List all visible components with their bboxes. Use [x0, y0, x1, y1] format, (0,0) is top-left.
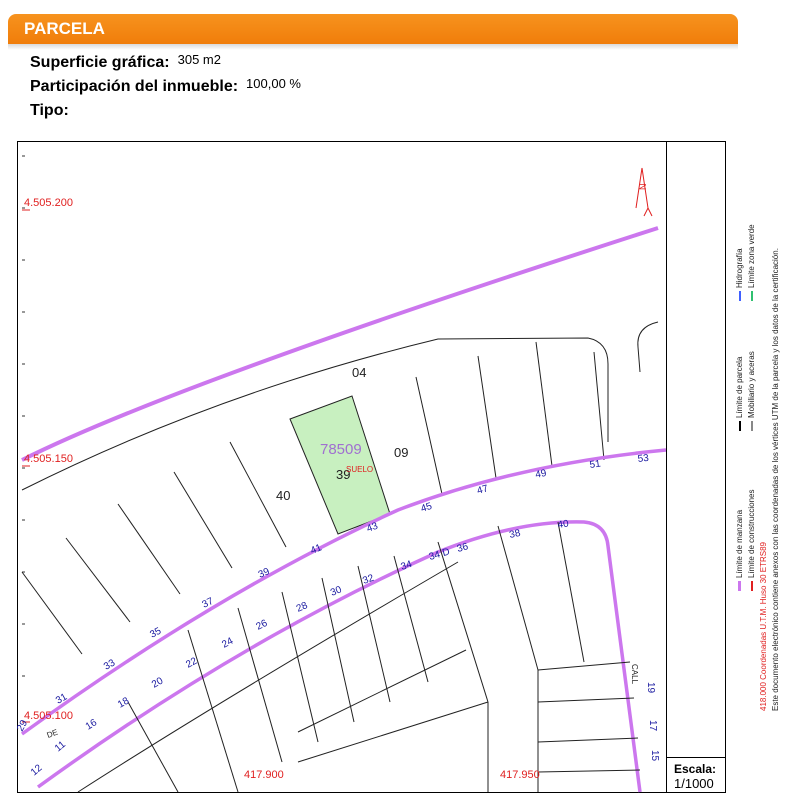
section-title: PARCELA	[24, 19, 105, 38]
legend-label: Mobiliario y aceras	[747, 351, 756, 418]
superficie-row	[30, 54, 301, 78]
street-num: 41	[309, 542, 324, 557]
street-boundary-south	[38, 522, 640, 792]
legend-item-zona-verde	[747, 224, 756, 301]
street-num: 30	[329, 584, 344, 599]
parcel-info	[30, 54, 301, 126]
selected-parcel	[290, 396, 390, 534]
street-num: 24	[220, 635, 236, 651]
scale-label: Escala:	[674, 762, 717, 776]
street-num: 37	[200, 595, 216, 611]
street-num: 18	[116, 695, 132, 711]
legend-swatch	[738, 581, 741, 591]
participacion-row	[30, 78, 301, 102]
street-num: 22	[184, 655, 200, 671]
legend-rotated	[729, 146, 785, 751]
street-num: 38	[508, 527, 522, 541]
tipo-row	[30, 102, 301, 126]
street-num: 34 D	[427, 546, 452, 563]
coord-y-1: 4.505.200	[24, 197, 73, 209]
street-num: 11	[52, 739, 68, 755]
street-num: 26	[254, 617, 270, 633]
legend-doc-note: Este documento electrónico contiene anexos con las coordenadas de los vértices UTM de la parcela y los datos de la certificación.	[771, 248, 780, 711]
parcel-lines-lower	[78, 522, 640, 792]
coord-y-3: 4.505.100	[24, 710, 73, 722]
legend-label: Límite de construcciones	[747, 489, 756, 578]
parcel-number: 39	[336, 467, 351, 482]
legend-item-parcela	[735, 357, 744, 431]
legend-item-manzana	[735, 510, 744, 591]
coord-y-2: 4.505.150	[24, 453, 73, 465]
street-num: 12	[28, 762, 45, 779]
legend-panel	[666, 142, 780, 757]
north-label: N	[638, 183, 648, 190]
street-num: 31	[54, 691, 70, 707]
street-num: 32	[361, 572, 376, 587]
scale-value: 1/1000	[674, 776, 714, 791]
coord-x-2: 417.950	[500, 769, 540, 781]
street-num: 53	[637, 452, 650, 465]
legend-item-construcciones	[747, 490, 756, 592]
superficie-label: Superficie gráfica:	[30, 54, 170, 71]
legend-label: Límite zona verde	[747, 224, 756, 288]
parcel-ref: 78509	[320, 441, 362, 458]
legend-swatch	[739, 291, 741, 301]
street-num: 16	[83, 717, 100, 733]
neighbor-09: 09	[394, 445, 409, 460]
block-number: 04	[352, 365, 367, 380]
street-num: 39	[256, 566, 272, 581]
street-num: 19	[645, 682, 656, 694]
street-num: 49	[534, 467, 548, 481]
street-num: 43	[365, 520, 380, 535]
street-num: 28	[294, 600, 310, 615]
street-num: 33	[102, 657, 118, 673]
legend-swatch	[751, 581, 753, 591]
cadastral-map	[15, 142, 666, 792]
side-street-label: CALL	[630, 664, 639, 685]
legend-label: Hidrografía	[735, 248, 744, 288]
tipo-label: Tipo:	[30, 102, 69, 119]
street-num: 36	[455, 541, 470, 555]
legend-coords-note: 418.000 Coordenadas U.T.M. Huso 30 ETRS89	[759, 542, 768, 711]
header-shadow	[8, 44, 738, 50]
scale-box	[666, 757, 726, 793]
north-arrow-icon	[636, 168, 652, 216]
street-num: 35	[148, 625, 164, 641]
street-num: 40	[556, 518, 570, 531]
street-num: 51	[588, 458, 602, 471]
street-num: 20	[150, 675, 166, 691]
street-name: DE	[45, 727, 60, 740]
coord-x-1: 417.900	[244, 769, 284, 781]
legend-swatch	[751, 291, 753, 301]
street-num: 47	[475, 483, 490, 497]
parcel-use: SUELO	[346, 465, 374, 474]
legend-label: Límite de parcela	[735, 356, 744, 418]
parcel-lines-upper	[22, 342, 604, 654]
section-header	[8, 14, 738, 44]
participacion-label: Participación del inmueble:	[30, 78, 239, 95]
legend-swatch	[751, 421, 753, 431]
legend-label: Límite de manzana	[735, 509, 744, 578]
street-num: 15	[649, 750, 660, 762]
street-num: 29	[15, 718, 31, 734]
neighbor-40: 40	[276, 488, 291, 503]
street-num: 34	[399, 558, 414, 573]
legend-item-mobiliario	[747, 351, 756, 431]
superficie-value: 305 m2	[177, 52, 221, 67]
legend-swatch	[739, 421, 741, 431]
street-num: 17	[647, 720, 658, 732]
legend-item-hidrografia	[735, 248, 744, 301]
participacion-value: 100,00 %	[246, 76, 301, 91]
street-num: 45	[419, 500, 434, 515]
